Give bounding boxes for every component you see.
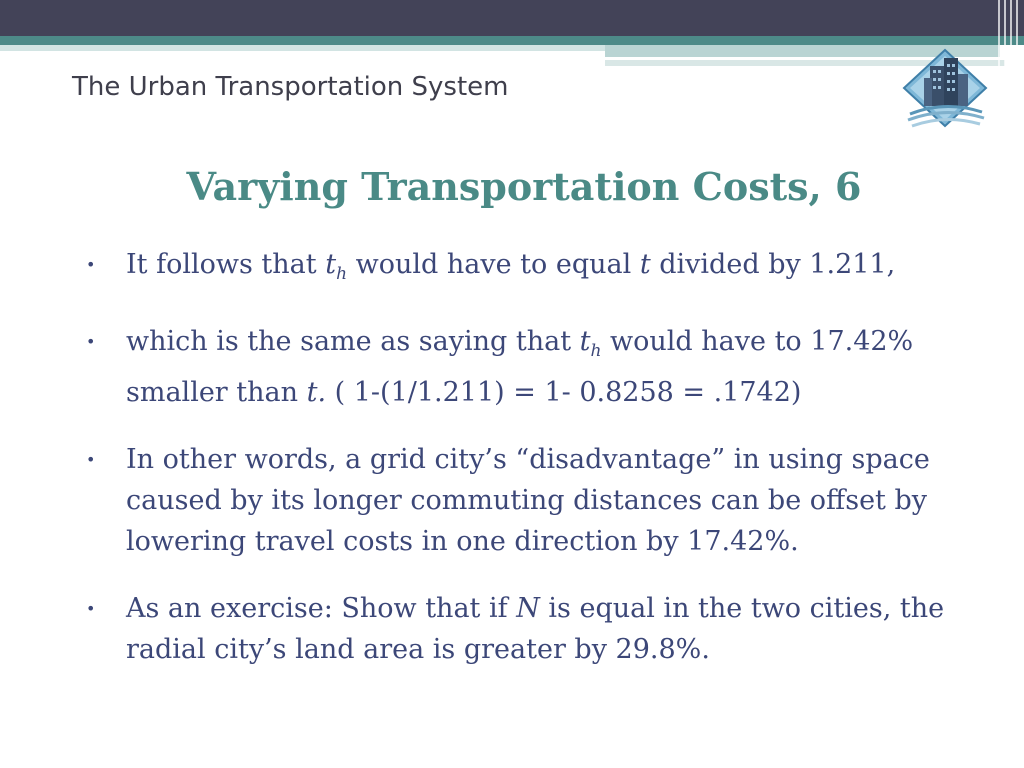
bullet-item: • As an exercise: Show that if N is equal in the two cities, the radial city’s land area is greater by 29.8%. (82, 588, 982, 670)
bullet-glyph: • (86, 450, 96, 469)
bullet-glyph: • (86, 599, 96, 618)
header-band-dark (0, 0, 1024, 36)
city-buildings-logo-icon (900, 48, 990, 136)
header-band-light (0, 45, 605, 51)
slide-title: Varying Transportation Costs, 6 (186, 164, 862, 209)
bullet-item: • which is the same as saying that $t_h$ would have to 17.42% smaller than t. ( 1-(1/1.211) = 1- 0.8258 = .1742) (82, 321, 982, 413)
bullet-glyph: • (86, 255, 96, 274)
header-band-teal (0, 36, 1024, 45)
bullet-item: • It follows that $t_h$ would have to equal t divided by 1.211, (82, 244, 982, 295)
bullet-glyph: • (86, 332, 96, 351)
header-vertical-lines (994, 0, 1024, 68)
header-title: The Urban Transportation System (72, 72, 509, 102)
bullet-list (82, 244, 982, 696)
bullet-item: • In other words, a grid city’s “disadvantage” in using space caused by its longer commuting distances can be offset by lowering travel costs in one direction by 17.42%. (82, 439, 982, 562)
